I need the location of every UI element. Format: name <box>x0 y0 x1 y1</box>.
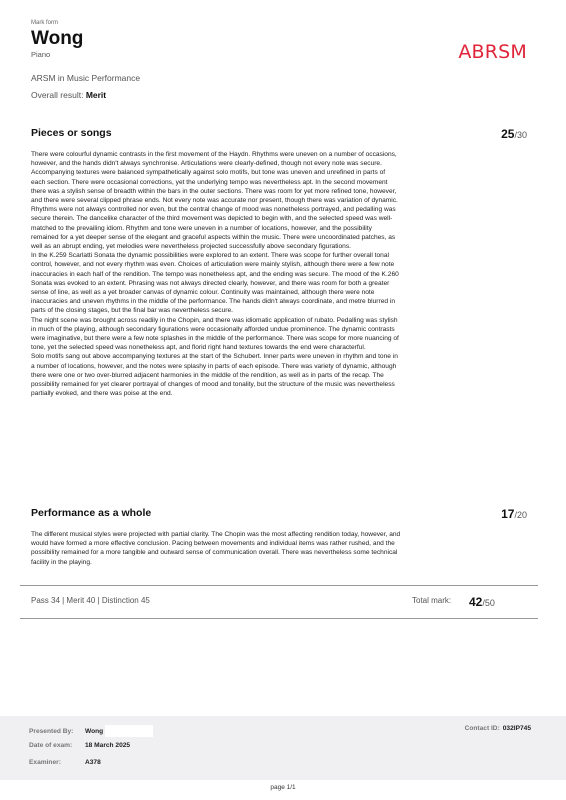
section-title: Pieces or songs <box>31 127 112 139</box>
mark-out-of: /30 <box>514 130 527 140</box>
presented-by-label: Presented By: <box>29 727 74 735</box>
overall-label: Overall result: <box>31 90 84 100</box>
comment-paragraph: In the K.259 Scarlatti Sonata the dynamic possibilities were explored to an extent. There was scope for further overall tonal control, however, and not every rhythm was even. Choices of articulation were mainly stylish, although there were a few note inaccuracies in each half of the rendition. The tempo was nonetheless apt, and the ending was secure. The mood of the K.260 Sonata was evoked to an extent. Phrasing was not always directed clearly, however, and there was room for both a greater sense of line, as well as a yet broader canvas of dynamic colour. Continuity was maintained, although there were note inaccuracies and uneven rhythms in the middle of the performance. The hands didn't always coordinate, and metre blurred in parts of the closing stages, but the final bar was nevertheless secure. <box>31 252 399 315</box>
exam-date-label: Date of exam: <box>29 742 73 749</box>
section-comments <box>31 150 401 398</box>
presented-by-row <box>29 725 153 737</box>
total-out-of: /50 <box>482 598 495 608</box>
total-mark <box>469 595 495 609</box>
overall-result <box>31 90 106 100</box>
presented-by-value: Wong <box>85 727 104 735</box>
examiner-value: A378 <box>85 759 101 766</box>
comment-paragraph: The night scene was brought across readily in the Chopin, and there was idiomatic application of rubato. Pedalling was stylish in much of the playing, although secondary figurations were occasionally afforded undue prominence. The dynamic contrasts were imaginative, but there were a few note splashes in the middle of the performance. There was scope for more nuancing of tone, yet the selected speed was nonetheless apt, and florid right hand textures towards the end were characterful. <box>31 316 399 352</box>
section-comments <box>31 530 401 567</box>
comment-paragraph: There were colourful dynamic contrasts in the first movement of the Haydn. Rhythms were uneven on a number of occasions, however, and the hands didn't always synchronise. Articulations were clearly-defined, though not every note was secure. Accompanying textures were balanced sympathetically against solo motifs, but tone was uneven and unrefined in parts of each section. There were occasional corrections, yet the underlying tempo was nevertheless apt. In the second movement there was a stylish sense of breadth within the bars in the outer sections. There was room for yet more refined tone, however, and there were several clipped phrase ends. Not every note was accurate nor present, though there was variation of dynamic. Rhythms were not always controlled nor even, but the central change of mood was nonetheless portrayed, and pedalling was secure therein. The dancelike character of the third movement was depicted to begin with, and the selected speed was well-matched to the prevailing idiom. Rhythm and tone were uneven in a number of locations, however, and the possibility remained for a yet deeper sense of the elegant and graceful aspects within the music. There were uncoordinated patches, as well as an abrupt ending, yet melodies were nevertheless projected successfully above secondary figurations. <box>31 151 398 251</box>
totals-bar <box>20 585 538 619</box>
examiner-label: Examiner: <box>29 759 61 766</box>
qualification: ARSM in Music Performance <box>31 73 141 83</box>
total-label: Total mark: <box>412 596 452 605</box>
mark-value: 25 <box>501 127 515 141</box>
page-number: page 1/1 <box>270 784 296 791</box>
abrsm-logo: ABRSM <box>458 41 527 63</box>
comment-paragraph: The different musical styles were projected with partial clarity. The Chopin was the most affecting rendition today, however, and would have formed a more effective conclusion. Pacing between movements and individual items was rather rushed, and the possibility remained for a more tangible and outward sense of communication overall. There was nevertheless some technical facility in the playing. <box>31 531 401 566</box>
section-pieces <box>31 127 535 398</box>
page-header <box>31 20 535 130</box>
section-title: Performance as a whole <box>31 507 152 519</box>
grade-thresholds: Pass 34 | Merit 40 | Distinction 45 <box>31 596 150 605</box>
contact-id-value: 032IP745 <box>502 725 531 732</box>
candidate-name: Wong <box>31 28 84 49</box>
form-label: Mark form <box>31 20 58 26</box>
redaction-box <box>105 725 153 737</box>
examiner-row <box>29 759 101 766</box>
comment-paragraph: Solo motifs sang out above accompanying textures at the start of the Schubert. Inner parts were uneven in rhythm and tone in a number of locations, however, and the notes were splashy in parts of each episode. There was variety of dynamic, although there were one or two over-blurred adjacent harmonies in the middle of the rendition, as well as in parts of the recap. The possibility remained for yet clearer portrayal of changes of mood and tonality, but the structure of the music was nevertheless partially evoked, and there was poise at the end. <box>31 353 398 398</box>
overall-result-value: Merit <box>85 90 107 100</box>
mark-out-of: /20 <box>514 510 527 520</box>
section-performance <box>31 507 535 567</box>
exam-date-value: 18 March 2025 <box>85 742 131 749</box>
page-footer <box>0 716 566 780</box>
mark-value: 17 <box>501 507 515 521</box>
instrument: Piano <box>31 50 51 59</box>
section-mark <box>501 127 527 141</box>
total-mark-value: 42 <box>469 595 483 609</box>
exam-date-row <box>29 742 130 749</box>
section-mark <box>501 507 527 521</box>
contact-id-label: Contact ID: <box>464 725 500 732</box>
contact-id <box>465 725 531 732</box>
